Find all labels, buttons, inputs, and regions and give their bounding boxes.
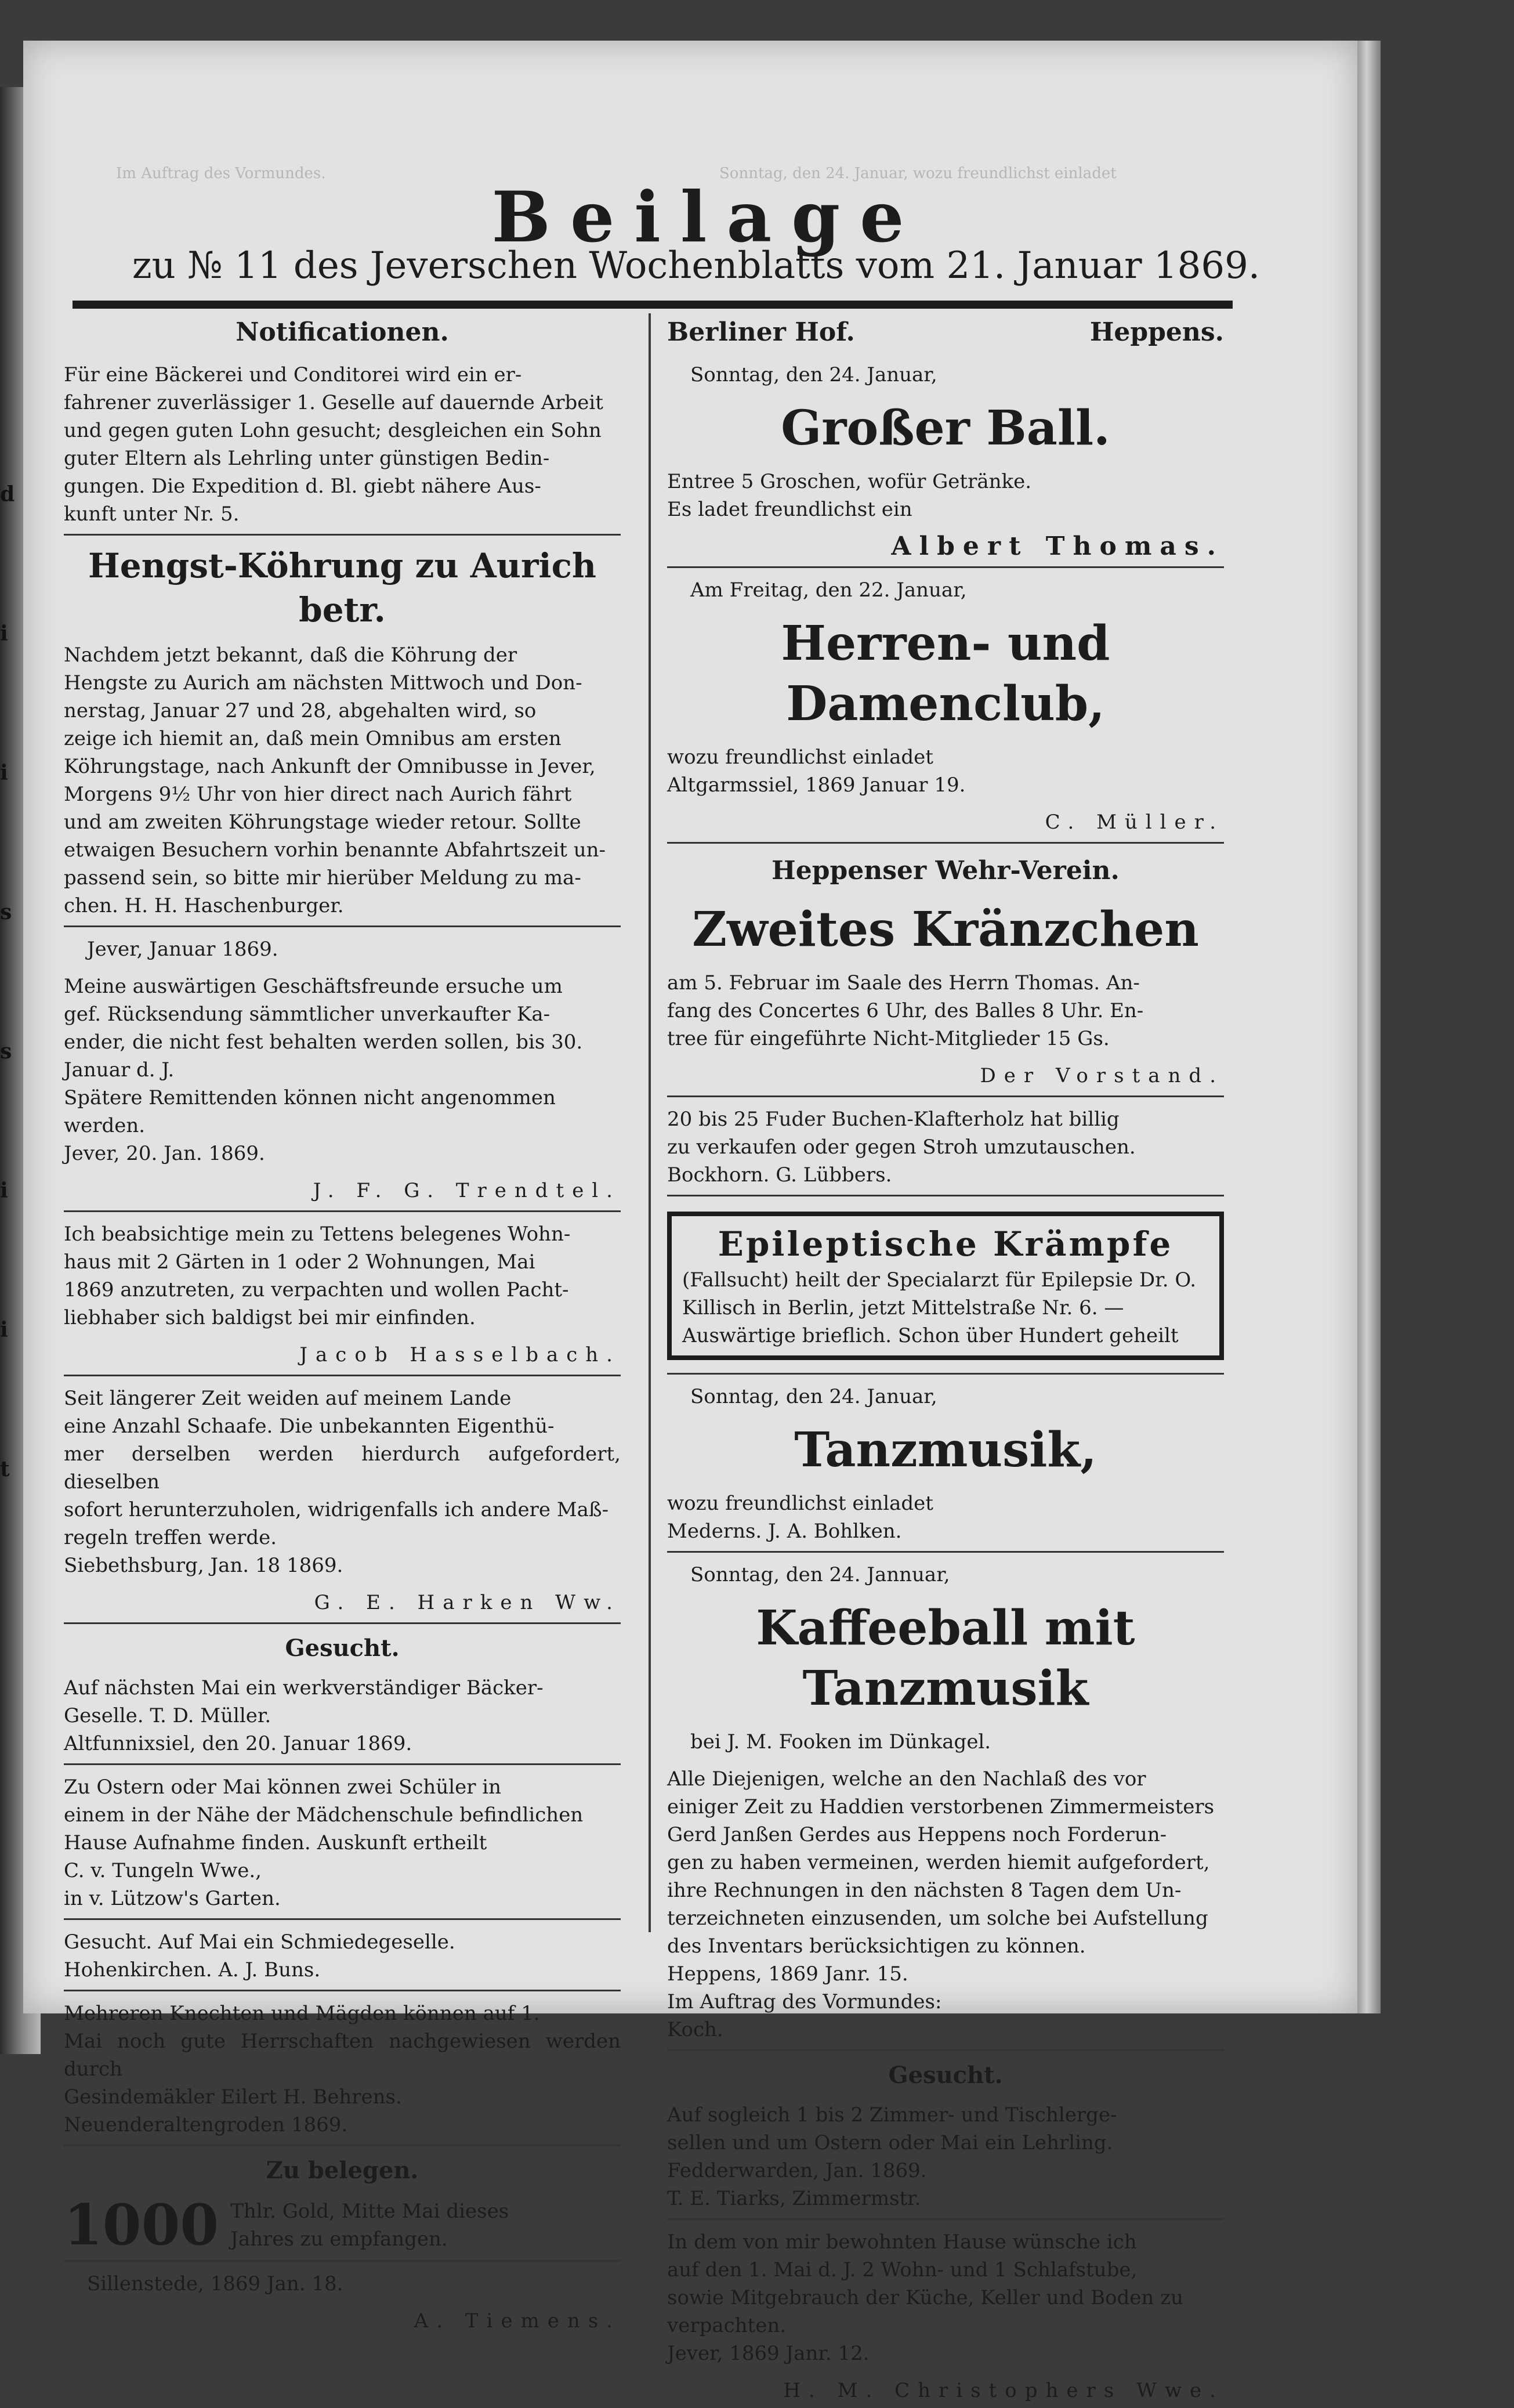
text-line: Mai noch gute Herrschaften nachgewiesen werden durch [64,2030,621,2081]
text-line: liebhaber sich baldigst bei mir einfinden. [64,1306,476,1329]
text-line: in v. Lützow's Garten. [64,1887,281,1910]
text-line: Neuenderaltengroden 1869. [64,2113,348,2136]
notice-block [64,1626,621,1668]
text-line: nerstag, Januar 27 und 28, abgehalten wird, so [64,699,537,722]
text-line: haus mit 2 Gärten in 1 oder 2 Wohnungen, Mai [64,1250,535,1274]
text-line: sowie Mitgebrauch der Küche, Keller und Boden zu [667,2286,1183,2309]
text-line: Januar d. J. [64,1058,175,1082]
right-page-edge [1357,41,1381,2013]
separator-rule [667,566,1224,568]
left-fragment: i [0,621,8,646]
notice-block [667,308,1224,355]
signature: A. Tiemens. [414,2309,621,2333]
notice-block [667,1199,1224,1371]
text-line: Killisch in Berlin, jetzt Mittelstraße Nr. 6. — [682,1296,1124,1319]
event-title: Tanzmusik, [794,1422,1097,1478]
left-fragment: i [0,761,8,785]
text-line: des Inventars berücksichtigen zu können. [667,1935,1086,1958]
separator-rule [667,842,1224,844]
signature: H. M. Christophers Wwe. [783,2379,1224,2402]
text-line: Zu Ostern oder Mai können zwei Schüler in [64,1776,502,1799]
separator-rule [667,1095,1224,1097]
right-column [667,308,1224,2408]
left-fragment: s [0,1039,12,1064]
event-title: Großer Ball. [781,400,1110,456]
notice-block [64,1668,621,1761]
separator-rule [64,1210,621,1212]
text-line: einiger Zeit zu Haddien verstorbenen Zimmermeisters [667,1795,1215,1818]
notice-block [667,1056,1224,1093]
text-line: und am zweiten Köhrungstage wieder retour. Sollte [64,811,581,834]
text-line: gen zu haben vermeinen, werden hiemit aufgefordert, [667,1851,1210,1874]
notice-block [667,894,1224,963]
text-line: Siebethsburg, Jan. 18 1869. [64,1554,343,1577]
text-line: verpachten. [667,2314,787,2337]
text-line: und gegen guten Lohn gesucht; desgleichen ein Sohn [64,419,602,442]
text-line: Altfunnixsiel, den 20. Januar 1869. [64,1732,412,1755]
venue-place: Heppens. [1089,317,1224,347]
separator-rule [64,925,621,927]
notice-heading: Zu belegen. [266,2157,419,2184]
text-line: Mehreren Knechten und Mägden können auf 1. [64,2002,540,2025]
notice-block [667,570,1224,608]
left-fragment: d [0,482,15,507]
notice-block [64,967,621,1171]
text-line: Entree 5 Groschen, wofür Getränke. [667,470,1032,493]
section-heading: Heppenser Wehr-Verein. [772,856,1120,885]
text-line: Sonntag, den 24. Januar, [690,1385,937,1408]
text-line: Thlr. Gold, Mitte Mai dieses [230,2200,509,2223]
text-line: Jahres zu empfangen. [230,2228,448,2251]
separator-rule [667,1373,1224,1375]
text-line: zu verkaufen oder gegen Stroh umzutauschen. [667,1136,1136,1159]
notice-block [64,538,621,635]
notice-block [64,2149,621,2190]
text-line: Gesindemäkler Eilert H. Behrens. [64,2085,402,2109]
text-line: ihre Rechnungen in den nächsten 8 Tagen dem Un- [667,1879,1182,1902]
text-line: Am Freitag, den 22. Januar, [690,579,967,602]
separator-rule [64,534,621,536]
separator-rule [64,1375,621,1376]
notice-block [64,635,621,923]
text-line: sofort herunterzuholen, widrigenfalls ich andere Maß- [64,1498,609,1521]
text-line: Altgarmssiel, 1869 Januar 19. [667,773,966,797]
notice-block [667,737,1224,802]
notice-block [64,2190,621,2258]
page-title: Beilage [491,176,924,258]
notice-block [667,1100,1224,1192]
section-heading: Notificationen. [236,317,449,347]
boxed-advertisement [667,1212,1224,1360]
signature: J. F. G. Trendtel. [313,1179,621,1202]
text-line: Jever, Januar 1869. [87,938,278,961]
text-line: Nachdem jetzt bekannt, daß die Köhrung der [64,643,517,667]
text-line: Jever, 1869 Janr. 12. [667,2342,870,2365]
notice-block [667,1759,1224,2047]
notice-block [667,1555,1224,1592]
text-line: Koch. [667,2018,723,2041]
text-line: Bockhorn. G. Lübbers. [667,1163,892,1187]
text-line: Hause Aufnahme finden. Auskunft ertheilt [64,1831,487,1854]
text-line: Auf nächsten Mai ein werkverständiger Bäcker- [64,1676,544,1700]
notice-heading: Gesucht. [285,1635,400,1662]
notice-block [667,462,1224,527]
text-line: Es ladet freundlichst ein [667,498,912,521]
venue-name: Berliner Hof. [667,317,855,347]
page-subtitle: zu № 11 des Jeverschen Wochenblatts vom 21. Januar 1869. [132,244,1261,287]
notice-block [64,1583,621,1620]
notice-block [64,1994,621,2142]
notice-block [667,1484,1224,1549]
notice-block [64,1214,621,1335]
text-line: T. E. Tiarks, Zimmermstr. [667,2187,921,2210]
notice-heading: Gesucht. [888,2062,1003,2089]
text-line: ender, die nicht fest behalten werden sollen, bis 30. [64,1031,583,1054]
text-line: Seit längerer Zeit weiden auf meinem Lande [64,1387,512,1410]
notice-block [667,2222,1224,2371]
separator-rule [64,1622,621,1624]
notice-block [64,1171,621,1208]
separator-rule [64,1990,621,1991]
text-line: sellen und um Ostern oder Mai ein Lehrling. [667,2131,1113,2154]
text-line: Hohenkirchen. A. J. Buns. [64,1958,321,1982]
text-line: etwaigen Besuchern vorhin benannte Abfahrtszeit un- [64,838,606,862]
notice-block [667,963,1224,1056]
notice-block [64,2301,621,2338]
notice-block [64,1922,621,1987]
notice-block [667,527,1224,564]
separator-rule [64,2145,621,2146]
text-line: terzeichneten einzusenden, um solche bei Aufstellung [667,1907,1208,1930]
separator-rule [667,1551,1224,1553]
separator-rule [667,2049,1224,2051]
text-line: gungen. Die Expedition d. Bl. giebt nähere Aus- [64,475,541,498]
signature: G. E. Harken Ww. [314,1591,621,1614]
text-line: Mederns. J. A. Bohlken. [667,1520,902,1543]
notice-block [667,802,1224,840]
text-line: eine Anzahl Schaafe. Die unbekannten Eigenthü- [64,1415,555,1438]
separator-rule [667,1195,1224,1196]
notice-block [64,1767,621,1916]
text-line: (Fallsucht) heilt der Specialarzt für Epilepsie Dr. O. [682,1268,1197,1292]
text-line: Geselle. T. D. Müller. [64,1704,271,1727]
text-line: passend sein, so bitte mir hierüber Meldung zu ma- [64,866,581,890]
money-text [230,2197,509,2253]
text-line: Für eine Bäckerei und Conditorei wird ein er- [64,363,522,386]
text-line: 20 bis 25 Fuder Buchen-Klafterholz hat billig [667,1108,1120,1131]
text-line: Köhrungstage, nach Ankunft der Omnibusse in Jever, [64,755,596,778]
notice-block [667,1722,1224,1759]
text-line: zeige ich hiemit an, daß mein Omnibus am ersten [64,727,562,750]
signature: Der Vorstand. [980,1064,1224,1087]
notice-block [64,1335,621,1372]
event-title: Herren- und Damenclub, [781,616,1110,732]
left-page-fragments [0,476,15,1590]
separator-rule [64,1918,621,1920]
text-line: Alle Diejenigen, welche an den Nachlaß des vor [667,1767,1146,1791]
text-line: Sillenstede, 1869 Jan. 18. [87,2272,343,2295]
text-line: C. v. Tungeln Wwe., [64,1859,262,1882]
text-line: chen. H. H. Haschenburger. [64,894,344,917]
left-fragment: s [0,900,12,924]
text-line: 1869 anzutreten, zu verpachten und wollen Pacht- [64,1278,569,1301]
notice-block [667,1414,1224,1484]
text-line: Gesucht. Auf Mai ein Schmiedegeselle. [64,1930,455,1954]
separator-rule [64,1763,621,1765]
notice-block [64,930,621,967]
signature: C. Müller. [1045,811,1224,834]
notice-block [667,846,1224,894]
text-line: fahrener zuverlässiger 1. Geselle auf dauernde Arbeit [64,391,603,414]
notice-block [667,2371,1224,2408]
text-line: Auf sogleich 1 bis 2 Zimmer- und Tischlerge- [667,2103,1117,2127]
text-line: Fedderwarden, Jan. 1869. [667,2159,927,2182]
money-notice [64,2192,621,2258]
left-fragment: t [0,1457,10,1481]
left-column [64,308,621,2338]
venue-heading [667,313,1224,352]
text-line: Sonntag, den 24. Januar, [690,363,937,386]
notice-block [667,1592,1224,1722]
text-line: Auswärtige brieflich. Schon über Hundert geheilt [682,1324,1179,1347]
notice-block [667,392,1224,462]
text-line: In dem von mir bewohnten Hause wünsche ich [667,2230,1137,2254]
amount: 1000 [64,2192,219,2258]
notice-block [667,2095,1224,2216]
text-line: gef. Rücksendung sämmtlicher unverkaufter Ka- [64,1003,550,1026]
text-line: wozu freundlichst einladet [667,1492,933,1515]
text-line: am 5. Februar im Saale des Herrn Thomas. An- [667,971,1140,995]
notice-headline: Hengst-Köhrung zu Aurich betr. [88,546,597,630]
text-line: Ich beabsichtige mein zu Tettens belegenes Wohn- [64,1223,571,1246]
text-line: Spätere Remittenden können nicht angenommen [64,1086,556,1109]
text-line: kunft unter Nr. 5. [64,502,240,526]
separator-rule [667,2218,1224,2220]
text-line: guter Eltern als Lehrling unter günstigen Bedin- [64,447,550,470]
text-line: wozu freundlichst einladet [667,746,933,769]
event-title: Zweites Kränzchen [692,902,1199,957]
notice-block [667,355,1224,392]
text-line: bei J. M. Fooken im Dünkagel. [690,1730,991,1753]
text-line: werden. [64,1114,146,1137]
bleed-through-text: Sonntag, den 24. Januar, wozu freundlichst einladet [719,165,1117,182]
column-divider [649,313,651,1932]
bleed-through-text: Im Auftrag des Vormundes. [116,165,326,182]
text-line: regeln treffen werde. [64,1526,277,1549]
text-line: mer derselben werden hierdurch aufgefordert, dieselben [64,1442,621,1494]
notice-block [64,1379,621,1583]
notice-block [667,2053,1224,2095]
signature: Jacob Hasselbach. [299,1343,621,1366]
text-line: Meine auswärtigen Geschäftsfreunde ersuche um [64,975,563,998]
notice-block [64,2264,621,2301]
left-fragment: i [0,1178,8,1203]
left-fragment: i [0,1318,8,1342]
event-title: Kaffeeball mit Tanzmusik [756,1600,1135,1716]
text-line: Jever, 20. Jan. 1869. [64,1142,265,1165]
text-line: Hengste zu Aurich am nächsten Mittwoch und Don- [64,671,582,695]
text-line: Sonntag, den 24. Jannuar, [690,1563,950,1586]
text-line: auf den 1. Mai d. J. 2 Wohn- und 1 Schlafstube, [667,2258,1138,2282]
separator-rule [64,2260,621,2262]
notice-block [64,308,621,355]
notice-block [64,355,621,532]
text-line: Heppens, 1869 Janr. 15. [667,1962,908,1986]
advertisement-title: Epileptische Krämpfe [718,1224,1173,1264]
text-line: Im Auftrag des Vormundes: [667,1990,942,2013]
text-line: einem in der Nähe der Mädchenschule befindlichen [64,1803,584,1827]
text-line: tree für eingeführte Nicht-Mitglieder 15 Gs. [667,1027,1110,1050]
notice-block [667,1377,1224,1414]
text-line: fang des Concertes 6 Uhr, des Balles 8 Uhr. En- [667,999,1144,1022]
text-line: Morgens 9½ Uhr von hier direct nach Aurich fährt [64,783,572,806]
text-line: Gerd Janßen Gerdes aus Heppens noch Forderun- [667,1823,1167,1846]
notice-block [667,608,1224,737]
signature: Albert Thomas. [891,532,1224,561]
